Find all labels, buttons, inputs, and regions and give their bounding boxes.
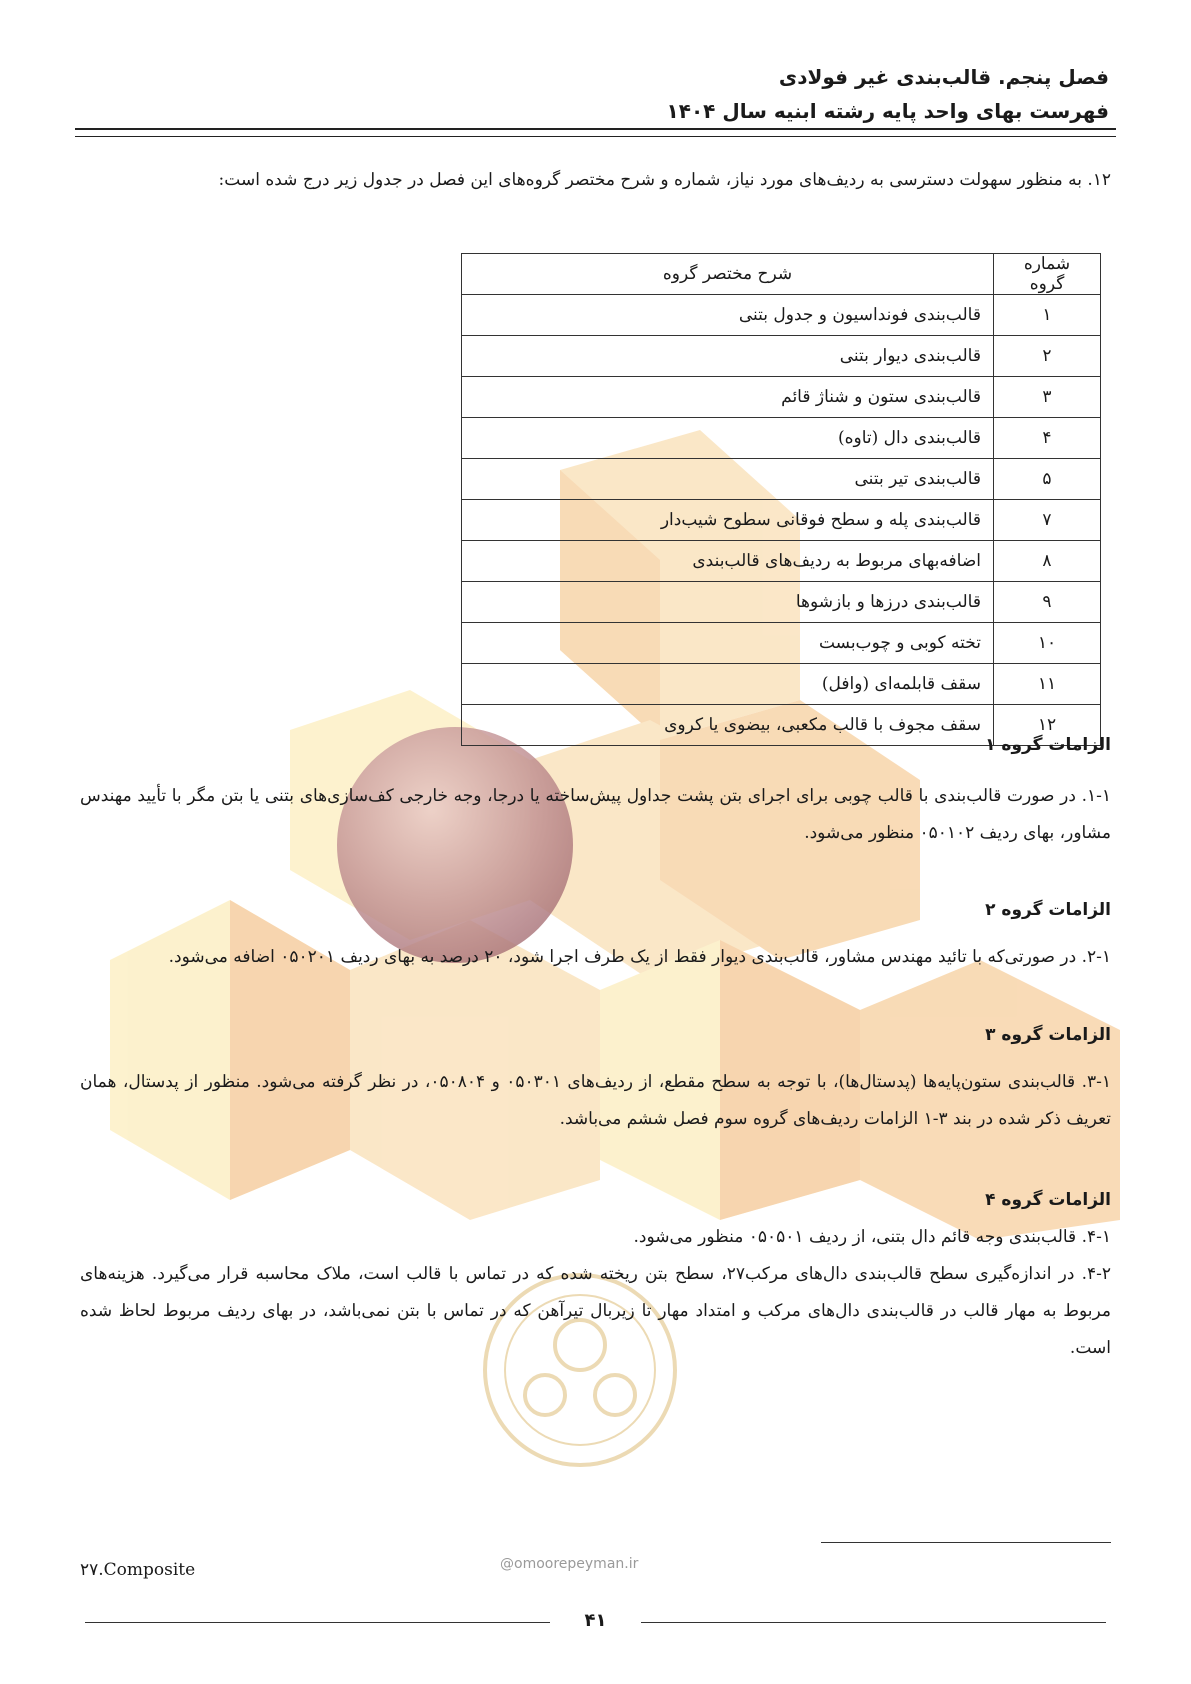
footer-line-right: [641, 1622, 1106, 1623]
table-row: [462, 582, 1101, 623]
row-description: سقف مجوف با قالب مکعبی، بیضوی یا کروی: [462, 705, 994, 746]
row-description: قالب‌بندی درزها و بازشوها: [462, 582, 994, 623]
section-paragraph: ۳-۱. قالب‌بندی ستون‌پایه‌ها (پدستال‌ها)، با توجه به سطح مقطع، از ردیف‌های ۰۵۰۳۰۱ و ۰۵۰۸۰۴، در نظر گرفته می‌شود. منظور از پدستال، همان تعریف ذکر شده در بند ۳-۱ الزامات ردیف‌های گروه سوم فصل ششم می‌باشد.: [80, 1072, 1111, 1129]
page-header: [667, 60, 1109, 128]
table-row: [462, 295, 1101, 336]
row-number: ۳: [994, 377, 1101, 418]
header-number: شماره گروه: [994, 254, 1101, 295]
footer-line-left: [85, 1622, 550, 1623]
row-description: تخته کوبی و چوب‌بست: [462, 623, 994, 664]
row-description: سقف قابلمه‌ای (وافل): [462, 664, 994, 705]
row-description: قالب‌بندی دیوار بتنی: [462, 336, 994, 377]
row-number: ۱: [994, 295, 1101, 336]
main-content: [80, 165, 1111, 1358]
row-description: اضافه‌بهای مربوط به ردیف‌های قالب‌بندی: [462, 541, 994, 582]
footnote: ۲۷.Composite: [80, 1560, 196, 1580]
section-paragraph: ۱-۱. در صورت قالب‌بندی با قالب چوبی برای اجرای بتن پشت جداول پیش‌ساخته یا درجا، وجه خارجی کف‌سازی‌های بتنی یا بتن مگر با تأیید مهندس مشاور، بهای ردیف ۰۵۰۱۰۲ منظور می‌شود.: [80, 786, 1111, 843]
watermark-site-text: @omoorepeyman.ir: [500, 1556, 639, 1572]
row-description: قالب‌بندی پله و سطح فوقانی سطوح شیب‌دار: [462, 500, 994, 541]
table-row: [462, 459, 1101, 500]
section-paragraph: ۴-۲. در اندازه‌گیری سطح قالب‌بندی دال‌های مرکب۲۷، سطح بتن ریخته شده که در تماس با قالب است، ملاک محاسبه قرار می‌گیرد. هزینه‌های مربوط به مهار قالب در قالب‌بندی دال‌های مرکب و امتداد مهار تا زیربال تیرآهن که در تماس با بتن نمی‌باشد، در بهای ردیف مربوط لحاظ شده است.: [80, 1264, 1111, 1358]
row-description: قالب‌بندی دال (تاوه): [462, 418, 994, 459]
section-group-2: [80, 895, 1111, 976]
table-row: [462, 418, 1101, 459]
chapter-title: فصل پنجم. قالب‌بندی غیر فولادی: [778, 65, 1109, 89]
row-number: ۹: [994, 582, 1101, 623]
row-description: قالب‌بندی ستون و شناژ قائم: [462, 377, 994, 418]
table-row: [462, 500, 1101, 541]
section-group-1: [80, 730, 1111, 852]
row-number: ۱۲: [994, 705, 1101, 746]
header-description: شرح مختصر گروه: [462, 254, 994, 295]
section-title: الزامات گروه ۳: [985, 1025, 1111, 1045]
section-paragraph: ۴-۱. قالب‌بندی وجه قائم دال بتنی، از ردیف ۰۵۰۵۰۱ منظور می‌شود.: [633, 1227, 1111, 1247]
row-number: ۱۰: [994, 623, 1101, 664]
row-number: ۵: [994, 459, 1101, 500]
book-title: فهرست بهای واحد پایه رشته ابنیه سال ۱۴۰۴: [666, 99, 1109, 123]
page-number: ۴۱: [584, 1610, 607, 1631]
table-row: [462, 541, 1101, 582]
page-footer: [85, 1610, 1106, 1634]
table-row: [462, 623, 1101, 664]
intro-paragraph: ۱۲. به منظور سهولت دسترسی به ردیف‌های مورد نیاز، شماره و شرح مختصر گروه‌های این فصل در جدول زیر درج شده است:: [218, 170, 1111, 190]
table-row: [462, 664, 1101, 705]
section-title: الزامات گروه ۱: [985, 735, 1111, 755]
section-title: الزامات گروه ۲: [985, 900, 1111, 920]
table-header-row: [462, 254, 1101, 295]
row-number: ۴: [994, 418, 1101, 459]
table-row: [462, 377, 1101, 418]
groups-table: [461, 253, 1101, 746]
section-group-3: [80, 1020, 1111, 1138]
section-paragraph: ۲-۱. در صورتی‌که با تائید مهندس مشاور، قالب‌بندی دیوار فقط از یک طرف اجرا شود، ۲۰ درصد به بهای ردیف ۰۵۰۲۰۱ اضافه می‌شود.: [168, 947, 1111, 967]
row-number: ۲: [994, 336, 1101, 377]
header-divider: [75, 128, 1116, 137]
section-title: الزامات گروه ۴: [985, 1190, 1111, 1210]
row-number: ۷: [994, 500, 1101, 541]
row-number: ۱۱: [994, 664, 1101, 705]
row-description: قالب‌بندی تیر بتنی: [462, 459, 994, 500]
table-row: [462, 336, 1101, 377]
footnote-divider: [821, 1542, 1111, 1543]
row-number: ۸: [994, 541, 1101, 582]
row-description: قالب‌بندی فونداسیون و جدول بتنی: [462, 295, 994, 336]
section-group-4: [80, 1185, 1111, 1367]
